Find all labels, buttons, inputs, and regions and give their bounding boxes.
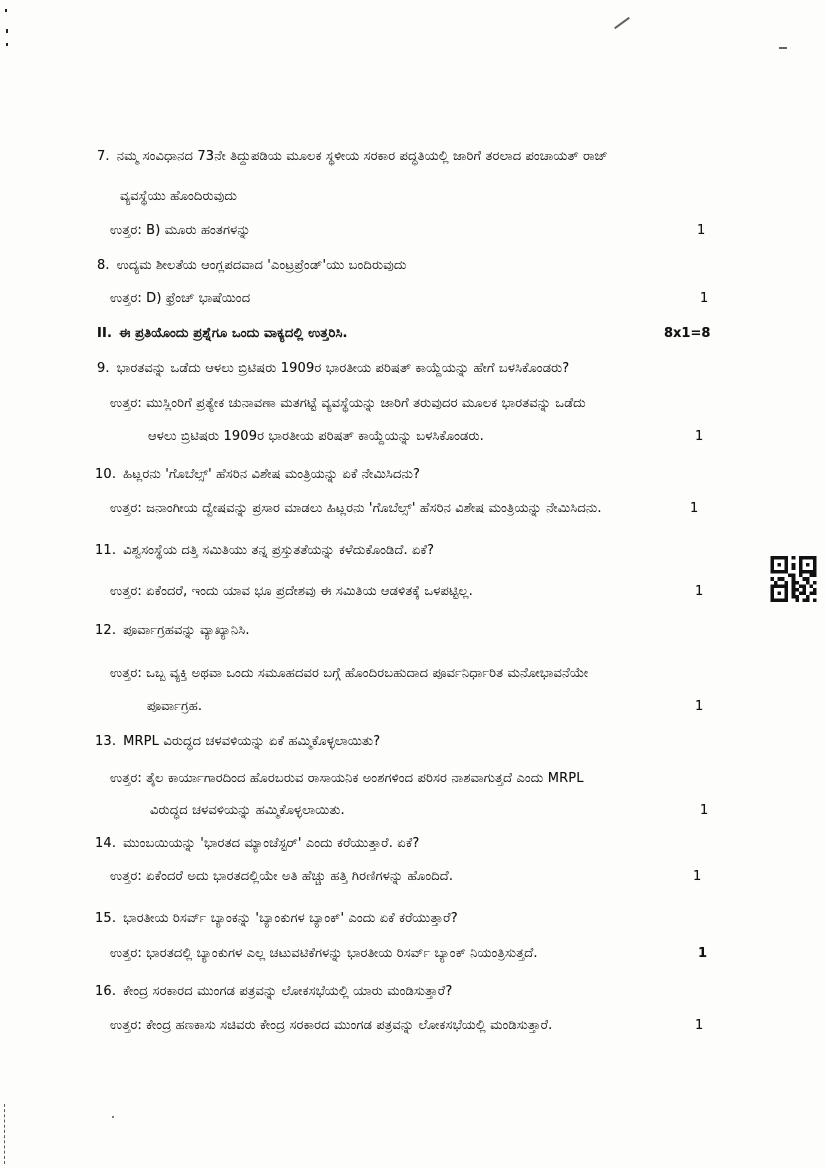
- question-8-text-1: ಉದ್ಯಮ ಶೀಲತೆಯ ಆಂಗ್ಲಪದವಾದ 'ಎಂಟ್ರಪ್ರೆಂಡ್'ಯು ಬಂದಿರುವುದು: [116, 258, 407, 273]
- question-11-answer: ಉತ್ತರ: ಏಕೆಂದರೆ, ಇಂದು ಯಾವ ಭೂ ಪ್ರದೇಶವು ಈ ಸಮಿತಿಯ ಆಡಳಿತಕ್ಕೆ ಒಳಪಟ್ಟಿಲ್ಲ.: [110, 584, 473, 599]
- question-16-marks: 1: [695, 1018, 704, 1033]
- question-8-number: 8.: [97, 258, 110, 273]
- question-13-number: 13.: [95, 734, 117, 749]
- question-12-number: 12.: [95, 623, 117, 638]
- question-7-text-1: ನಮ್ಮ ಸಂವಿಧಾನದ 73ನೇ ತಿದ್ದುಪಡಿಯ ಮೂಲಕ ಸ್ಥಳೀಯ ಸರಕಾರ ಪದ್ಧತಿಯಲ್ಲಿ ಜಾರಿಗೆ ತರಲಾದ ಪಂಚಾಯತ್ ರಾಜ್: [116, 149, 608, 164]
- qr-code: [770, 556, 817, 602]
- question-15-marks: 1: [698, 946, 708, 961]
- question-11-marks: 1: [695, 584, 704, 599]
- question-8-line-1: [97, 257, 407, 275]
- question-16-answer: ಉತ್ತರ: ಕೇಂದ್ರ ಹಣಕಾಸು ಸಚಿವರು ಕೇಂದ್ರ ಸರಕಾರದ ಮುಂಗಡ ಪತ್ರವನ್ನು ಲೋಕಸಭೆಯಲ್ಲಿ ಮಂಡಿಸುತ್ತಾರೆ.: [110, 1018, 553, 1033]
- question-13-text-1: MRPL ವಿರುದ್ಧದ ಚಳವಳಿಯನ್ನು ಏಕೆ ಹಮ್ಮಿಕೊಳ್ಳಲಾಯಿತು?: [123, 734, 381, 749]
- question-13-answer-2: ವಿರುದ್ಧದ ಚಳವಳಿಯನ್ನು ಹಮ್ಮಿಕೊಳ್ಳಲಾಯಿತು.: [150, 803, 345, 818]
- question-8-marks: 1: [700, 291, 709, 306]
- question-16-line-1: [95, 983, 452, 1001]
- question-13-marks: 1: [700, 803, 709, 818]
- question-9-line-1: [97, 360, 569, 378]
- question-14-number: 14.: [95, 836, 117, 851]
- question-7-answer: ಉತ್ತರ: B) ಮೂರು ಹಂತಗಳನ್ನು: [110, 223, 251, 238]
- question-15-number: 15.: [95, 911, 117, 926]
- question-11-number: 11.: [95, 543, 117, 558]
- question-12-answer-2: ಪೂರ್ವಾಗ್ರಹ.: [147, 699, 203, 714]
- question-9-answer-1: ಉತ್ತರ: ಮುಸ್ಲಿಂರಿಗೆ ಪ್ರತ್ಯೇಕ ಚುನಾವಣಾ ಮತಗಟ್ಟೆ ವ್ಯವಸ್ಥೆಯನ್ನು ಜಾರಿಗೆ ತರುವುದರ ಮೂಲಕ ಭಾರತವನ್ನು ಒಡೆದು: [110, 396, 586, 411]
- section-2-marks: 8x1=8: [664, 326, 711, 341]
- question-14-answer: ಉತ್ತರ: ಏಕೆಂದರೆ ಅದು ಭಾರತದಲ್ಲಿಯೇ ಅತಿ ಹೆಚ್ಚು ಹತ್ತಿ ಗಿರಣಿಗಳನ್ನು ಹೊಂದಿದೆ.: [110, 869, 454, 884]
- question-11-line-1: [95, 542, 434, 560]
- question-15-text-1: ಭಾರತೀಯ ರಿಸರ್ವ್ ಬ್ಯಾಂಕನ್ನು 'ಬ್ಯಾಂಕುಗಳ ಬ್ಯಾಂಕ್' ಎಂದು ಏಕೆ ಕರೆಯುತ್ತಾರೆ?: [123, 911, 458, 926]
- question-16-number: 16.: [95, 984, 117, 999]
- question-11-text-1: ವಿಶ್ವಸಂಸ್ಥೆಯ ದತ್ತಿ ಸಮಿತಿಯು ತನ್ನ ಪ್ರಸ್ತುತತೆಯನ್ನು ಕಳೆದುಕೊಂಡಿದೆ. ಏಕೆ?: [123, 543, 435, 558]
- question-14-text-1: ಮುಂಬಯಿಯನ್ನು 'ಭಾರತದ ಮ್ಯಾಂಚೆಸ್ಟರ್' ಎಂದು ಕರೆಯುತ್ತಾರೆ. ಏಕೆ?: [123, 836, 420, 851]
- section-2-instruction: ಈ ಪ್ರತಿಯೊಂದು ಪ್ರಶ್ನೆಗೂ ಒಂದು ವಾಕ್ಯದಲ್ಲಿ ಉತ್ತರಿಸಿ.: [119, 326, 348, 341]
- question-12-marks: 1: [695, 699, 704, 714]
- question-10-text-1: ಹಿಟ್ಲರನು 'ಗೊಬೆಲ್ಸ್' ಹೆಸರಿನ ವಿಶೇಷ ಮಂತ್ರಿಯನ್ನು ಏಕೆ ನೇಮಿಸಿದನು?: [123, 467, 421, 482]
- scan-artifact-dash: [779, 47, 787, 49]
- scan-artifact-dot: [6, 29, 8, 33]
- scan-artifact-dot: [6, 43, 8, 46]
- question-9-number: 9.: [97, 361, 110, 376]
- question-7-line-1: [97, 148, 608, 166]
- question-14-line-1: [95, 835, 419, 853]
- question-12-line-1: [95, 622, 250, 640]
- question-16-text-1: ಕೇಂದ್ರ ಸರಕಾರದ ಮುಂಗಡ ಪತ್ರವನ್ನು ಲೋಕಸಭೆಯಲ್ಲಿ ಯಾರು ಮಂಡಿಸುತ್ತಾರೆ?: [123, 984, 453, 999]
- question-13-answer-1: ಉತ್ತರ: ತೈಲ ಕಾರ್ಯಾಗಾರದಿಂದ ಹೊರಬರುವ ರಾಸಾಯನಿಕ ಅಂಶಗಳಿಂದ ಪರಿಸರ ನಾಶವಾಗುತ್ತದೆ ಎಂದು MRPL: [110, 771, 584, 786]
- scan-artifact-dot: [112, 1116, 114, 1118]
- question-10-line-1: [95, 466, 420, 484]
- question-12-text-1: ಪೂರ್ವಾಗ್ರಹವನ್ನು ವ್ಯಾಖ್ಯಾನಿಸಿ.: [123, 623, 250, 638]
- scan-artifact-dot: [5, 9, 7, 12]
- section-2-header: [97, 325, 348, 343]
- question-8-answer: ಉತ್ತರ: D) ಫ್ರೆಂಚ್ ಭಾಷೆಯಿಂದ: [110, 291, 251, 306]
- question-9-answer-2: ಆಳಲು ಬ್ರಿಟಿಷರು 1909ರ ಭಾರತೀಯ ಪರಿಷತ್ ಕಾಯ್ದೆಯನ್ನು ಬಳಸಿಕೊಂಡರು.: [148, 429, 484, 444]
- question-14-marks: 1: [693, 869, 702, 884]
- question-12-answer-1: ಉತ್ತರ: ಒಬ್ಬ ವ್ಯಕ್ತಿ ಅಥವಾ ಒಂದು ಸಮೂಹದವರ ಬಗ್ಗೆ ಹೊಂದಿರಬಹುದಾದ ಪೂರ್ವನಿರ್ಧಾರಿತ ಮನೋಭಾವನೆಯೇ: [110, 666, 589, 681]
- scan-artifact-pen-tick: [614, 17, 630, 29]
- question-7-marks: 1: [697, 223, 706, 238]
- question-7-line-2: ವ್ಯವಸ್ಥೆಯು ಹೊಂದಿರುವುದು: [120, 189, 238, 204]
- scan-artifact-dashed-edge: [4, 1104, 5, 1164]
- question-13-line-1: [95, 733, 380, 751]
- question-7-number: 7.: [97, 149, 110, 164]
- question-10-number: 10.: [95, 467, 117, 482]
- question-9-text-1: ಭಾರತವನ್ನು ಒಡೆದು ಆಳಲು ಬ್ರಿಟಿಷರು 1909ರ ಭಾರತೀಯ ಪರಿಷತ್ ಕಾಯ್ದೆಯನ್ನು ಹೇಗೆ ಬಳಸಿಕೊಂಡರು?: [116, 361, 570, 376]
- question-15-answer: ಉತ್ತರ: ಭಾರತದಲ್ಲಿ ಬ್ಯಾಂಕುಗಳ ಎಲ್ಲ ಚಟುವಟಿಕೆಗಳನ್ನು ಭಾರತೀಯ ರಿಸರ್ವ್ ಬ್ಯಾಂಕ್ ನಿಯಂತ್ರಿಸುತ್ತದೆ.: [110, 946, 538, 961]
- question-9-marks: 1: [695, 429, 704, 444]
- question-10-answer: ಉತ್ತರ: ಜನಾಂಗೀಯ ದ್ವೇಷವನ್ನು ಪ್ರಸಾರ ಮಾಡಲು ಹಿಟ್ಲರನು 'ಗೊಬೆಲ್ಸ್' ಹೆಸರಿನ ವಿಶೇಷ ಮಂತ್ರಿಯನ್ನು ನೇಮಿಸಿದನು.: [110, 501, 602, 516]
- question-15-line-1: [95, 910, 458, 928]
- section-2-label: II.: [97, 326, 113, 341]
- question-10-marks: 1: [690, 501, 699, 516]
